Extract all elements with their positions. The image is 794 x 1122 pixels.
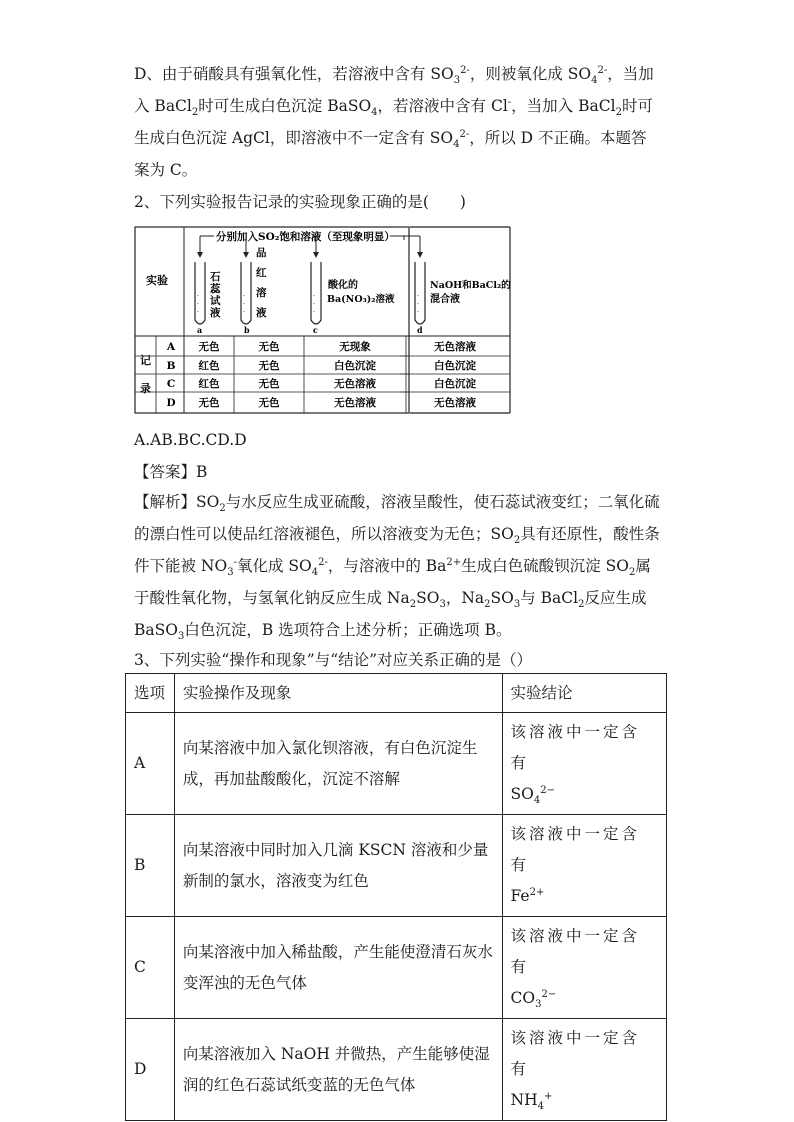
tube-a-label-1: 石 [210,271,221,283]
record-label-1: 记 [140,354,151,367]
subscript: 2 [191,107,199,119]
text: ，Na [445,589,485,607]
subscript: 3 [227,567,234,579]
table-row [126,713,667,815]
tube-a-label-3: 试 [210,295,221,307]
tube-a-label-2: 蕊 [210,283,221,295]
text: SO [416,589,440,607]
text: 反应生成 BaSO [134,589,647,639]
row-b-cell-3: 白色沉淀 [334,360,376,372]
row-option: B [126,815,175,917]
tube-d-label-2: 混合液 [430,294,460,305]
svg-text:·: · [197,293,199,300]
tube-a-label-4: 液 [210,307,221,319]
text: 具有还原性，酸性条件下能被 NO [134,525,660,575]
question-3-stem: 3、下列实验“操作和现象”与“结论”对应关系正确的是（） [134,651,533,669]
row-conclusion [502,713,666,815]
header-option: 选项 [126,674,175,713]
subscript: 2 [513,535,521,547]
row-operation: 向某溶液中加入稀盐酸，产生能使澄清石灰水变浑浊的无色气体 [174,917,502,1019]
subscript: 3 [453,75,461,87]
row-conclusion [502,815,666,917]
subscript: 2 [628,567,636,579]
row-opt-c: C [166,378,176,390]
svg-text:·: · [417,301,419,308]
text: 时可生成白色沉淀 AgCl，即溶液中不一定含有 SO [134,97,653,147]
row-d-cell-4: 无色溶液 [434,397,476,409]
text: 生成白色硫酸钡沉淀 SO [461,557,629,575]
tube-c-label-2: Ba(NO₃)₂溶液 [327,294,395,305]
row-opt-d: D [166,397,176,409]
text: SO [490,589,514,607]
svg-text:·: · [197,309,199,316]
subscript: 2 [409,599,417,611]
svg-text:·: · [313,301,315,308]
conclusion-text: 该溶液中一定含有 [510,723,641,772]
tube-b-label-2: 红 [256,267,267,279]
row-option: A [126,713,175,815]
paragraph-option-d [134,58,662,186]
superscript: - [507,96,512,108]
question-3-table [125,673,667,1121]
text: D、由于硝酸具有强氧化性，若溶液中含有 SO [134,65,454,83]
tube-letter-a: a [197,325,203,335]
subscript: 2 [484,599,491,611]
row-operation: 向某溶液加入 NaOH 并微热，产生能够使湿润的红色石蕊试纸变蓝的无色气体 [174,1019,502,1121]
svg-text:·: · [197,301,199,308]
row-a-cell-2: 无色 [258,341,280,353]
row-option: C [126,917,175,1019]
row-a-cell-4: 无色溶液 [434,341,476,353]
subscript: 3 [439,599,446,611]
table-row [126,815,667,917]
tube-letter-b: b [244,325,250,335]
figure-banner: 分别加入SO₂饱和溶液（至现象明显） [216,231,395,243]
row-conclusion [502,917,666,1019]
ion-formula: $NH_4^+$ [510,1090,553,1113]
row-a-cell-3: 无现象 [339,341,371,353]
row-d-cell-1: 无色 [198,397,220,409]
text: ，与溶液中的 Ba [327,557,447,575]
svg-text:·: · [243,301,245,308]
question-2-stem: 2、下列实验报告记录的实验现象正确的是( ) [134,193,466,211]
table-row [126,917,667,1019]
text: ，当加入 BaCl [511,97,616,115]
row-b-cell-2: 无色 [258,360,280,372]
ion-formula: $Fe^{2+}$ [510,886,545,905]
text: ，当加入 BaCl [134,65,654,115]
superscript: 2- [460,64,470,76]
row-c-cell-2: 无色 [258,378,280,390]
analysis-paragraph [134,486,662,646]
conclusion-text: 该溶液中一定含有 [510,1029,641,1078]
conclusion-text: 该溶液中一定含有 [510,825,641,874]
answer-value: B [196,463,208,481]
tube-letter-d: d [417,325,423,335]
row-c-cell-4: 白色沉淀 [434,378,476,390]
svg-text:·: · [417,293,419,300]
row-b-cell-4: 白色沉淀 [434,360,476,372]
row-operation: 向某溶液中加入氯化钡溶液，有白色沉淀生成，再加盐酸酸化，沉淀不溶解 [174,713,502,815]
text: 与 BaCl [520,589,579,607]
tube-b-label-3: 溶 [256,287,267,299]
row-c-cell-1: 红色 [198,378,220,390]
figure-record-table [134,226,511,414]
tube-c-label-1: 酸化的 [328,280,358,291]
answer-label: 【答案】 [134,463,197,481]
answer-line [134,456,662,488]
superscript: 2+ [446,556,462,568]
header-conclusion: 实验结论 [502,674,666,713]
row-d-cell-3: 无色溶液 [334,397,376,409]
ion-formula: $SO_4^{2-}$ [510,784,555,807]
text: 时可生成白色沉淀 BaSO [198,97,372,115]
answer-options: A.AB.BC.CD.D [134,431,247,449]
exp-label: 实验 [146,274,168,287]
subscript: 4 [453,139,460,151]
tube-letter-c: c [313,325,318,335]
subscript: 2 [615,107,622,119]
superscript: - [233,556,237,568]
subscript: 3 [513,599,521,611]
text: 与水反应生成亚硫酸，溶液呈酸性，使石蕊试液变红；二氧化硫的漂白性可以使品红溶液褪色，所以溶液变为无色；SO [134,493,660,543]
table-header-row [126,674,667,713]
tube-b-label-1: 品 [256,247,267,259]
row-opt-a: A [166,341,176,353]
svg-text:·: · [417,309,419,316]
subscript: 4 [591,75,598,87]
svg-text:·: · [313,309,315,316]
subscript: 2 [578,599,585,611]
superscript: 2- [597,64,608,76]
subscript: 3 [177,631,185,643]
svg-text:·: · [243,293,245,300]
conclusion-text: 该溶液中一定含有 [510,927,641,976]
superscript: 2- [459,128,470,140]
row-conclusion [502,1019,666,1121]
text: 氧化成 SO [236,557,312,575]
svg-text:·: · [243,309,245,316]
superscript: 2- [318,556,328,568]
row-c-cell-3: 无色溶液 [334,378,376,390]
record-label-2: 录 [140,382,151,395]
row-d-cell-2: 无色 [258,397,280,409]
row-a-cell-1: 无色 [198,341,220,353]
text: SO [196,493,220,511]
row-operation: 向某溶液中同时加入几滴 KSCN 溶液和少量新制的氯水，溶液变为红色 [174,815,502,917]
table-row [126,1019,667,1121]
header-operation: 实验操作及现象 [174,674,502,713]
subscript: 4 [371,107,378,119]
svg-text:·: · [313,293,315,300]
text: ，则被氧化成 SO [469,65,592,83]
ion-formula: $CO_3^{2-}$ [510,988,557,1011]
text: 属于酸性氧化物，与氢氧化钠反应生成 Na [134,557,651,607]
text: 白色沉淀，B 选项符合上述分析；正确选项 B。 [184,621,512,639]
row-b-cell-1: 红色 [198,360,220,372]
row-option: D [126,1019,175,1121]
analysis-label: 【解析】 [134,493,197,511]
row-opt-b: B [166,360,176,372]
tube-d-label-1: NaOH和BaCl₂的 [430,280,511,291]
text: ，若溶液中含有 Cl [377,97,508,115]
text: ，所以 D 不正确。本题答案为 C。 [134,129,647,179]
subscript: 4 [311,567,319,579]
subscript: 2 [219,503,226,515]
tube-b-label-4: 液 [256,307,267,319]
